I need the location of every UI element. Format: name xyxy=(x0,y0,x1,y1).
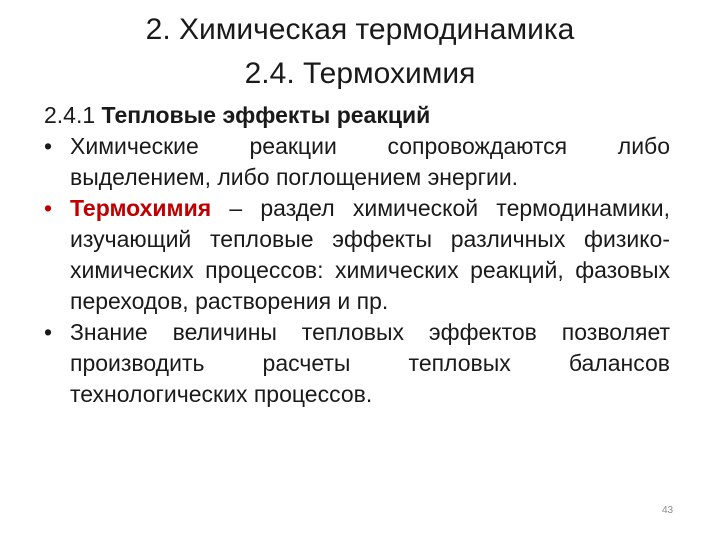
title-line-2: 2.4. Термохимия xyxy=(244,57,476,90)
bullet-list xyxy=(44,131,670,410)
bullet-item xyxy=(44,317,670,410)
bullet-text: Химические реакции сопровождаются либо выделением, либо поглощением энергии. xyxy=(70,133,670,190)
slide-title xyxy=(0,8,720,96)
subheading-number: 2.4.1 xyxy=(44,102,102,128)
bullet-icon: • xyxy=(44,195,53,221)
page-number: 43 xyxy=(662,505,674,516)
bullet-text: Знание величины тепловых эффектов позволяет производить расчеты тепловых балансов технологических процессов. xyxy=(70,319,670,407)
title-line-1: 2. Химическая термодинамика xyxy=(145,13,575,46)
section-subheading xyxy=(44,100,670,131)
bullet-item xyxy=(44,193,670,317)
bullet-text: – раздел химической термодинамики, изучающий тепловые эффекты различных физико-химических процессов: химических реакций, фазовых переходов, растворения и пр. xyxy=(70,195,670,314)
slide-content xyxy=(44,100,670,410)
highlight-term: Термохимия xyxy=(70,195,212,221)
subheading-text: Тепловые эффекты реакций xyxy=(101,102,431,128)
bullet-item xyxy=(44,131,670,193)
bullet-icon: • xyxy=(44,133,53,159)
bullet-icon: • xyxy=(44,319,53,345)
